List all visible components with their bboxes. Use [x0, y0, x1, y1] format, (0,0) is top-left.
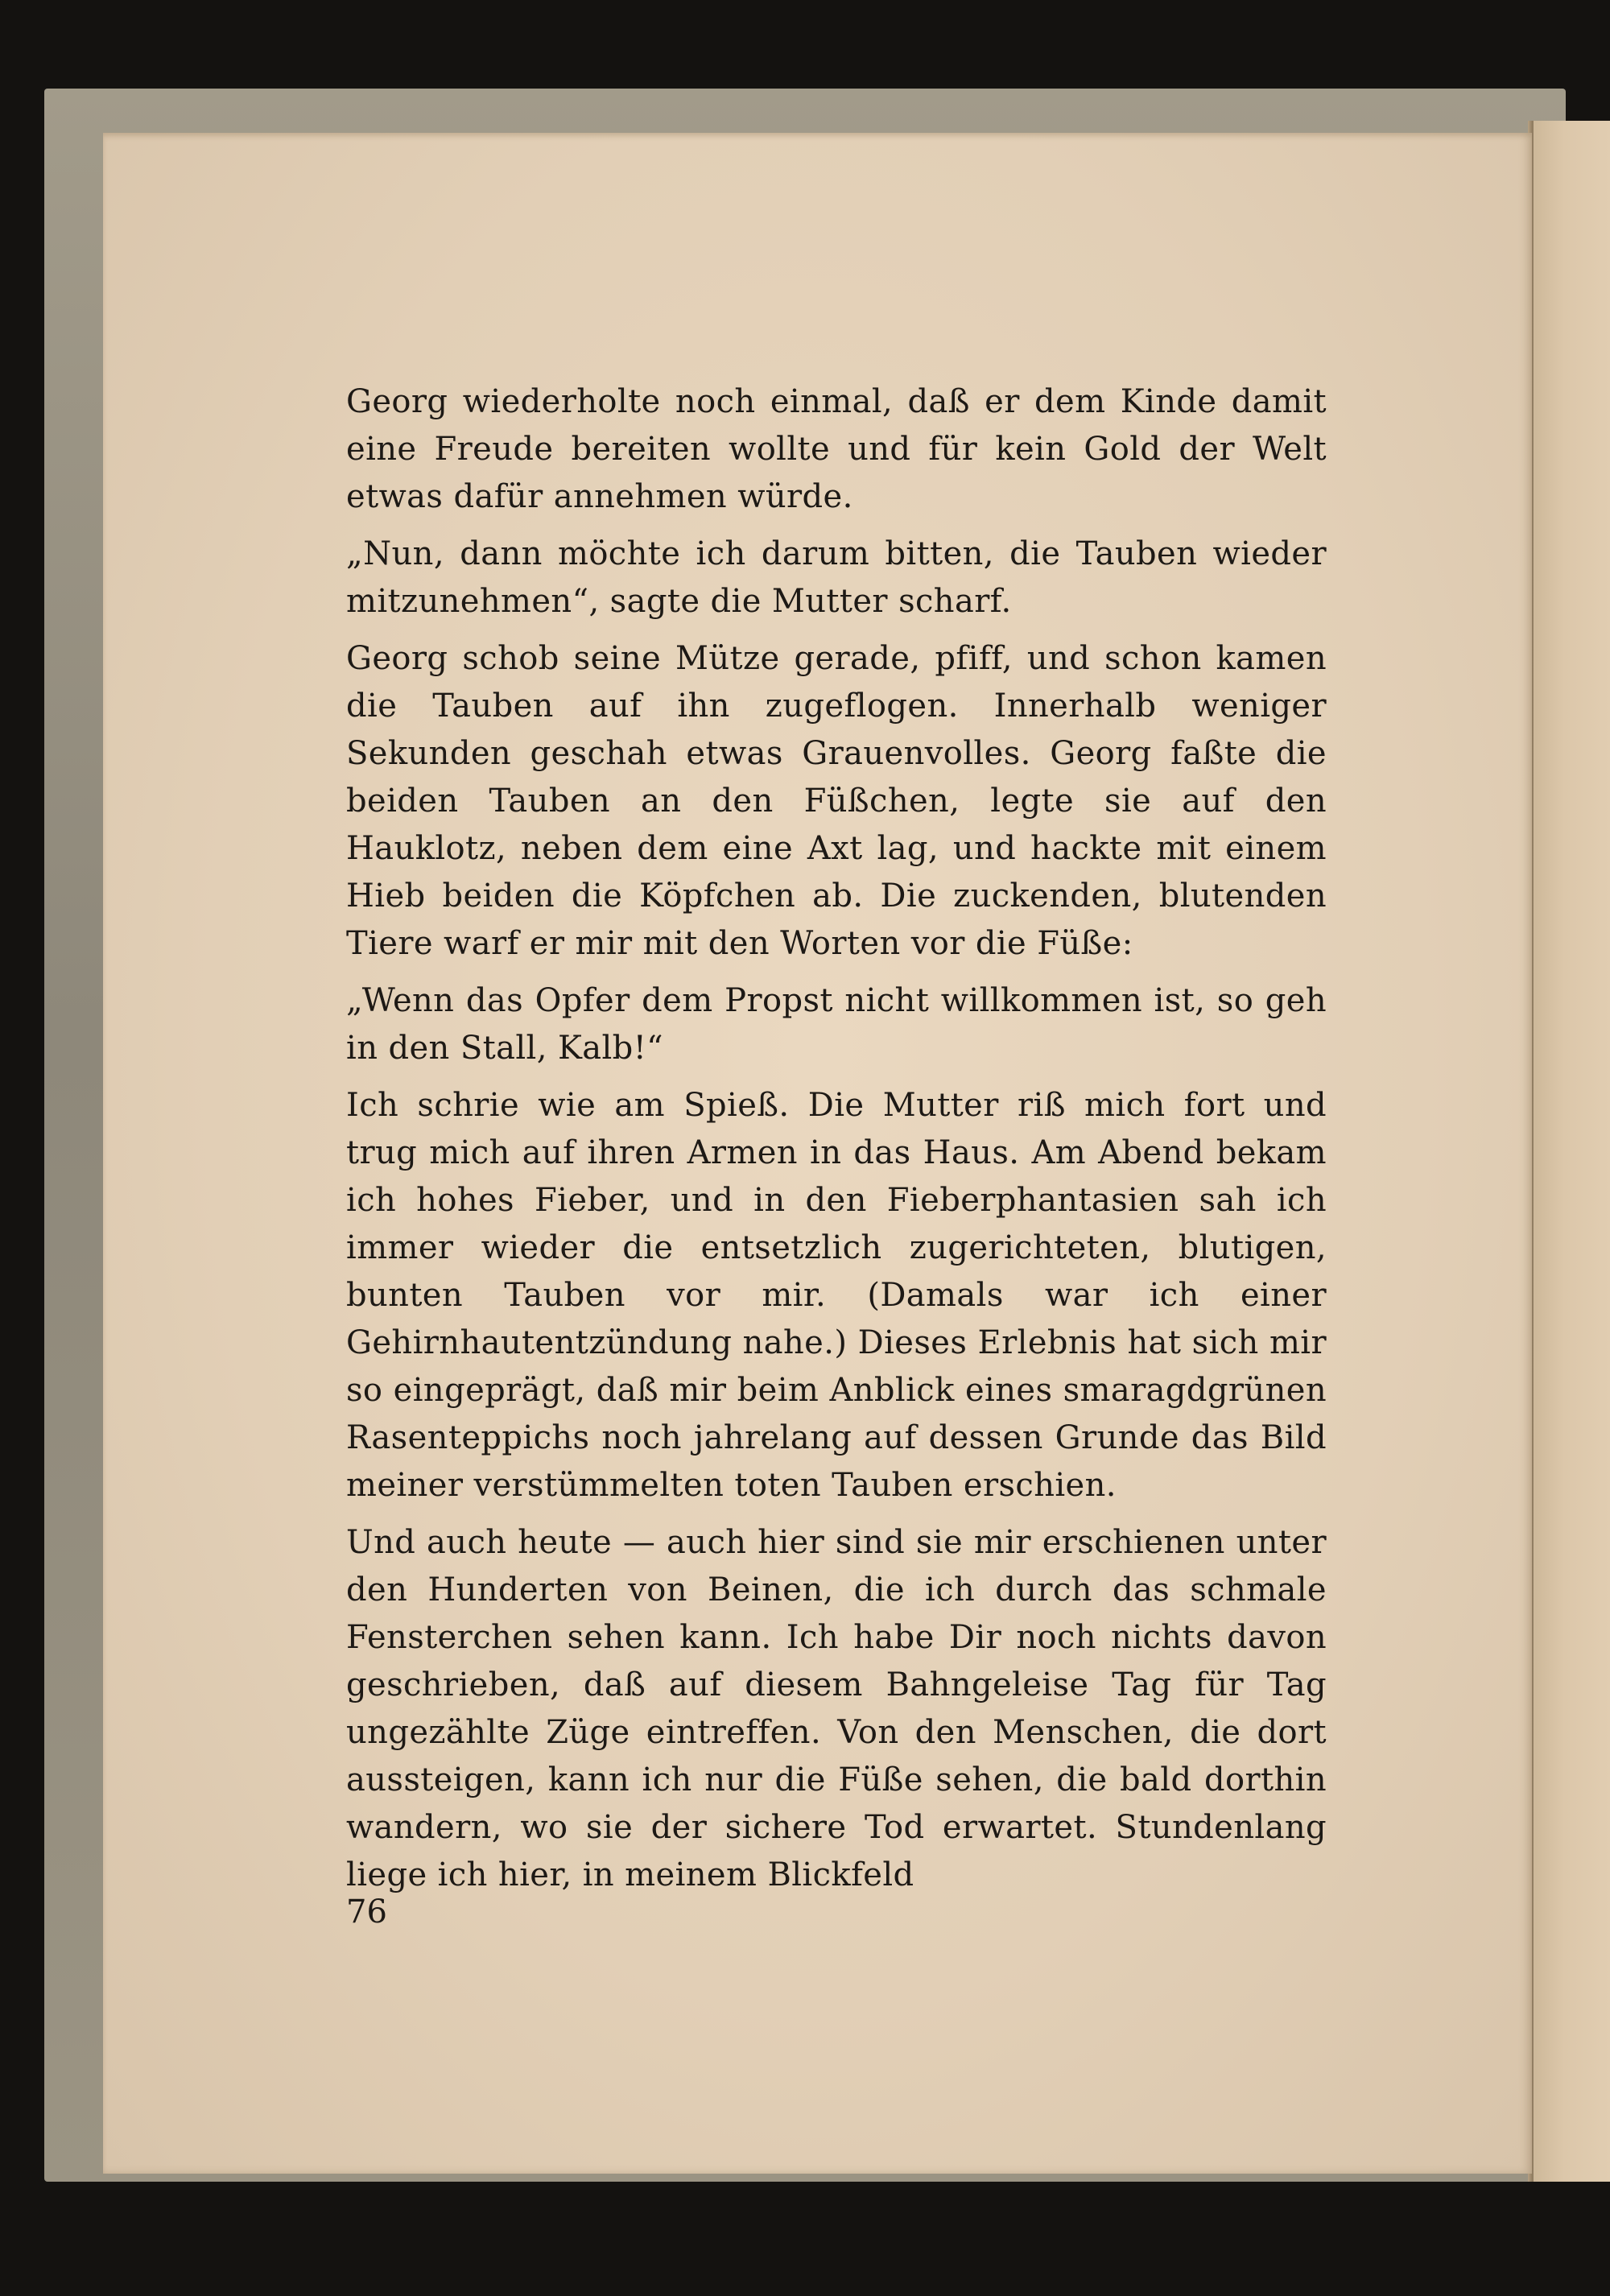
page-text — [346, 378, 1327, 1909]
paragraph: Georg schob seine Mütze gerade, pfiff, und schon kamen die Tauben auf ihn zugeflogen. Innerhalb weniger Sekunden geschah etwas Grauenvolles. Georg faßte die beiden Tauben an den Füßchen, legte sie auf den Hauklotz, neben dem eine Axt lag, und hackte mit einem Hieb beiden die Köpfchen ab. Die zuckenden, blutenden Tiere warf er mir mit den Worten vor die Füße: — [346, 640, 1327, 962]
paragraph: Ich schrie wie am Spieß. Die Mutter riß mich fort und trug mich auf ihren Armen in das Haus. Am Abend bekam ich hohes Fieber, und in den Fieberphantasien sah ich immer wieder die entsetzlich zugerichteten, blutigen, bunten Tauben vor mir. (Damals war ich einer Gehirnhautentzündung nahe.) Dieses Erlebnis hat sich mir so eingeprägt, daß mir beim Anblick eines smaragdgrünen Rasenteppichs noch jahrelang auf dessen Grunde das Bild meiner verstümmelten toten Tauben erschien. — [346, 1087, 1327, 1504]
paragraph: Und auch heute — auch hier sind sie mir erschienen unter den Hunderten von Beinen, die ich durch das schmale Fensterchen sehen kann. Ich habe Dir noch nichts davon geschrieben, daß auf diesem Bahngeleise Tag für Tag ungezählte Züge eintreffen. Von den Menschen, die dort aussteigen, kann ich nur die Füße sehen, die bald dorthin wandern, wo sie der sichere Tod erwartet. Stundenlang liege ich hier, in meinem Blickfeld — [346, 1524, 1327, 1893]
paragraph: Georg wiederholte noch einmal, daß er dem Kinde damit eine Freude bereiten wollte und für kein Gold der Welt etwas dafür annehmen würde. — [346, 383, 1327, 515]
paragraph: „Nun, dann möchte ich darum bitten, die Tauben wieder mitzunehmen“, sagte die Mutter scharf. — [346, 535, 1327, 620]
paragraph: „Wenn das Opfer dem Propst nicht willkommen ist, so geh in den Stall, Kalb!“ — [346, 982, 1327, 1067]
page-number: 76 — [346, 1893, 387, 1931]
facing-page-edge — [1534, 121, 1610, 2182]
